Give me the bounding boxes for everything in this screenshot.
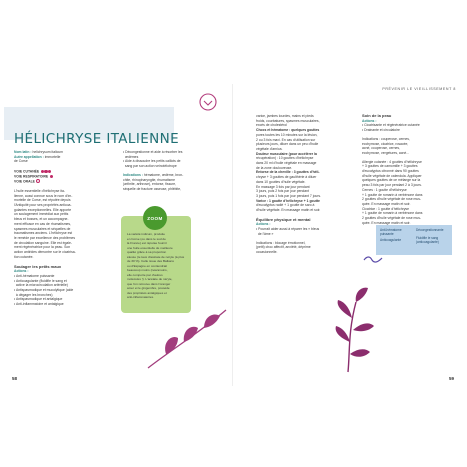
rating-respiratoire: VOIE RESPIRATOIRE	[14, 174, 118, 179]
meta-latin: Nom latin : helichrysum italicum	[14, 150, 64, 154]
left-column-1	[14, 150, 118, 307]
rating-dots	[49, 174, 53, 179]
intro-paragraph: L'huile essentielle d'hélichryse ita- lienne, aussi connue sous le nom d'im- mortelle de Corse, est réputée depuis l'Antiquité pour ses propriétés anticoa- gulantes exceptionnelles. Elle apporte un soulagement immédiat aux petits bleus et bosses, et un accompagne- ment efficace en cas de rhumatismes, spasmes musculaires et séquelles de traumatismes anciens. L'hélichryse est le remède par excellence des problèmes de circulation sanguine. Elle est égale- ment régénératrice pour la peau. Son action antirides démontre sur le cicatrisa- tion cutanée.	[14, 188, 76, 259]
left-column-2: • Décongestionne et aide à résorber les œdèmes • Aide à dissoudre les petits caillots de sang par son action veinotélotrope Indications : hématome, œdème, bron- chite, rhinopharyngite, rhumatisme (arthrite, arthrose), entorse, fissure, séquelle de fracture osseuse, phlébite,	[123, 150, 225, 192]
recipes: Allergie cutanée : 4 gouttes d'hélichryse + 3 gouttes de camomille + 3 gouttes d'eucalyptus citronné dans 90 gouttes d'huile végétale de calendula. Appliquer quelques gouttes de ce mélange sur la peau 3 fois par jour pendant 2 à 3 jours. Cernes : 1 goutte d'hélichryse + 1 goutte de romarin à verbénone dans 2 gouttes d'huile végétale de rose mus- quée. En massage matin et soir. Cicatrice : 1 goutte d'hélichryse + 1 goutte de romarin à verbénone dans 2 gouttes d'huile végétale de rose mus- quée. En massage matin et soir.	[362, 159, 423, 225]
list-item: • Antispasmodique et mucolytique (aide	[14, 288, 74, 293]
list-item: • Anticoagulante (fluidifie le sang et	[14, 278, 67, 283]
meta-other-name: Autre appellation : immortelle	[14, 154, 61, 159]
zoom-box	[121, 216, 191, 313]
list-item: à dégager les bronches)	[15, 292, 53, 297]
usage-ratings	[14, 169, 118, 184]
list-item: • Aide à dissoudre les petits caillots de	[123, 159, 181, 164]
list-item: • Drainante et circulatoire	[362, 128, 400, 133]
rating-dots	[36, 179, 41, 184]
list-item: • Décongestionne et aide à résorber les	[123, 150, 183, 154]
list-item: • Anti-inflammatoire et antalgique	[14, 302, 64, 307]
indications: Indications : hématome, œdème, bron- chite, rhinopharyngite, rhumatisme (arthrite, arthrose), entorse, fissure, séquelle de fracture osseuse, phlébite,	[123, 172, 184, 191]
right-column-1: varice, jambes lourdes, mains et pieds froids, courbatures, spasmes musculaires, excès de cholestérol Chocs et hématome : quelques gouttes pures toutes les 10 minutes sur la lésion, 2 ou 3 fois maxi. En cas d'utilisation sur plusieurs jours, diluer dans un peu d'huile végétale d'arnica. Douleur musculaire (pour accélérer la récupération) : 10 gouttes d'hélichryse dans 20 ml d'huile végétale en massage de la zone douloureuse. Entorse de la cheville : 3 gouttes d'héli- chryse + 3 gouttes de gaulthérie à diluer dans 10 gouttes d'huile végétale. En massage 3 fois par jour pendant 3 jours, puis 2 fois par jour pendant 3 jours, puis 1 fois par jour pendant 7 jours. Varice : 1 goutte d'hélichryse + 1 goutte d'eucalyptus radié + 1 goutte de saro à d'huile végétale. En massage matin et soir. Équilibre physique et mental Actions : • Pourrait aider aussi à réparer les « bleus de l'âme » Indications : blocage émotionnel, (petit) choc affectif, anxiété, déprime occasionnelle.	[256, 114, 352, 255]
zoom-badge: ZOOM	[143, 206, 167, 230]
list-item: • Cicatrisante et régénératrice cutanée	[362, 123, 420, 128]
equilibre-section: Équilibre physique et mental Actions : • Pourrait aider aussi à réparer les « bleus de l'âme » Indications : blocage émotionnel, (petit) choc affectif, anxiété, déprime occasionnelle.	[256, 218, 352, 255]
right-column-2: Soin de la peau Actions : • Cicatrisante et régénératrice cutanée • Drainante et circulatoire Indications : couperose, cernes, ecchymose, cicatrice, rosacée, acné, couperose, cernes, ecchymose, vergetures, acné... Allergie cutanée : 4 gouttes d'hélichryse + 3 gouttes de camomille + 3 gouttes d'eucalyptus citronné dans 90 gouttes d'huile végétale de calendula. Appliquer quelques gouttes de ce mélange sur la peau 3 fois par jour pendant 2 à 3 jours. Cernes : 1 goutte d'hélichryse + 1 goutte de romarin à verbénone dans 2 gouttes d'huile végétale de rose mus- quée. En massage matin et soir. Cicatrice : 1 goutte d'hélichryse + 1 goutte de romarin à verbénone dans 2 gouttes d'huile végétale de rose mus- quée. En massage matin et soir.	[362, 114, 458, 225]
section-heading: Soulager les petits maux	[14, 263, 62, 269]
page-number: 59	[448, 376, 454, 381]
soulager-section	[14, 265, 118, 307]
tag: Anti-hématome	[380, 228, 402, 232]
tag: Fluidifie le sang	[416, 236, 439, 240]
tag: Anticoagulante	[380, 238, 402, 242]
section-heading: Équilibre physique et mental	[256, 216, 311, 222]
rating-orale: VOIE ORALE	[14, 179, 118, 184]
tags-box	[376, 225, 452, 255]
left-page	[4, 84, 230, 386]
running-head: PRÉVENIR LE VIEILLISSEMENT 8	[382, 87, 456, 91]
list-item: active la microcirculation artérielle)	[15, 283, 68, 288]
plant-illustration	[328, 282, 378, 374]
squiggle-ornament	[362, 254, 384, 264]
zoom-text: La variété indicum, produite en Corse (ou dans le sud de la France) est réputée fournir une huile essentielle de meilleure qualité grâce à sa proportion élevée (le taux d'acétate de néryle (à plus de 30 %). Celle issue des Balkans ou d'Espagne en contiendrait beaucoup moins (néanmoins, elle comporte par d'autres molécules !). L'acétate de néryle, que l'on retrouve dans l'oranger amer et le gingembre, possède des propriétés antalgiques et anti-inflammatoires.	[127, 232, 185, 299]
tag: puissante	[380, 232, 394, 236]
tag: (anticoagulante)	[416, 240, 439, 244]
list-item: • Pourrait aider aussi à réparer les « bleus	[256, 227, 320, 232]
page-number: 58	[12, 376, 18, 381]
rating-cutanee: VOIE CUTANÉE	[14, 169, 118, 174]
list-item: • Anti-hématome puissante	[14, 273, 55, 278]
list-item: • Antispasmodique et antalgique	[14, 297, 63, 302]
actions-label: Actions :	[14, 269, 29, 274]
leaf-illustration	[144, 302, 230, 372]
page-gutter	[232, 84, 233, 386]
meta-other-name-cont: de Corse	[14, 159, 28, 164]
page-title: HÉLICHRYSE ITALIENNE	[14, 131, 180, 148]
tag: Décongestionnante	[416, 228, 444, 232]
right-page	[236, 84, 462, 386]
section-heading: Soin de la peau	[362, 113, 392, 118]
circle-ornament	[198, 92, 218, 112]
